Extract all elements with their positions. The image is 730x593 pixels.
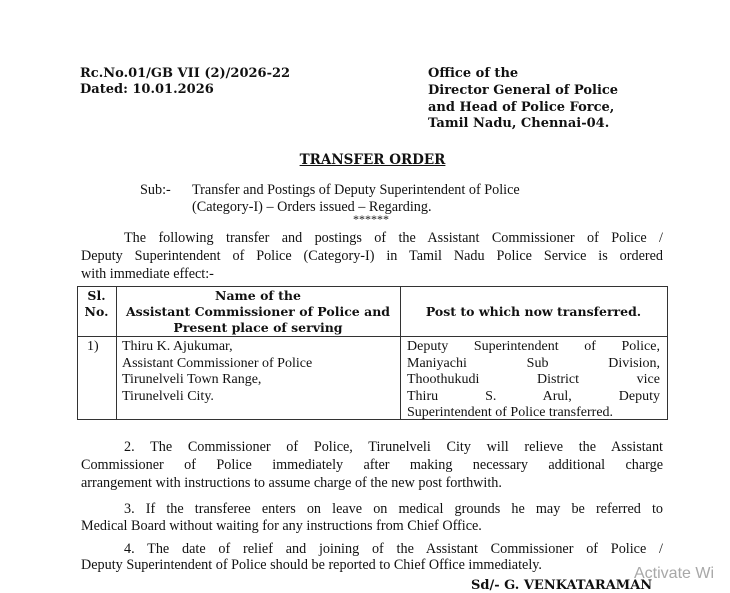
cell-line: Assistant Commissioner of Police	[122, 355, 313, 371]
subject-stars: ******	[353, 212, 389, 226]
activation-watermark: Activate Wi	[634, 565, 715, 582]
paragraph-line: 4. The date of relief and joining of the Assistant Commissioner of Police /	[124, 541, 663, 557]
header-text: No.	[84, 304, 109, 319]
header-post: Post to which now transferred.	[425, 304, 642, 319]
paragraph-line: arrangement with instructions to assume charge of the new post forthwith.	[81, 475, 502, 491]
table-border-top	[77, 286, 668, 287]
row-name	[122, 339, 312, 405]
intro-line: The following transfer and postings of the Assistant Commissioner of Police /	[124, 230, 663, 246]
paragraph-line: 3. If the transferee enters on leave on medical grounds he may be referred to	[124, 501, 663, 517]
intro-line: with immediate effect:-	[81, 266, 214, 282]
paragraph-line: Deputy Superintendent of Police should be reported to Chief Office immediately.	[81, 557, 542, 573]
header-text: Sl.	[87, 288, 106, 303]
cell-line: Maniyachi Sub Division,	[407, 355, 660, 371]
cell-line: Thiru S. Arul, Deputy	[407, 388, 660, 404]
office-line: Office of the	[428, 66, 519, 81]
office-line: Tamil Nadu, Chennai-04.	[428, 116, 610, 131]
header-text: Present place of serving	[173, 320, 343, 335]
order-date: Dated: 10.01.2026	[80, 82, 214, 97]
table-border-header	[77, 336, 668, 337]
row-sl: 1)	[87, 339, 99, 354]
cell-line: Deputy Superintendent of Police,	[407, 339, 660, 354]
paragraph-line: 2. The Commissioner of Police, Tirunelveli City will relieve the Assistant	[124, 439, 663, 455]
cell-line: Tirunelveli City.	[122, 388, 214, 404]
cell-line: Superintendent of Police transferred.	[407, 405, 614, 420]
paragraph-line: Medical Board without waiting for any instructions from Chief Office.	[81, 518, 482, 534]
cell-line: Thiru K. Ajukumar,	[122, 339, 233, 354]
header-text: Name of the	[215, 288, 301, 303]
signature: Sd/- G. VENKATARAMAN	[471, 578, 653, 593]
cell-line: Thoothukudi District vice	[407, 372, 660, 387]
reference-number: Rc.No.01/GB VII (2)/2026-22	[80, 66, 291, 81]
subject-line: (Category-I) – Orders issued – Regarding.	[192, 199, 432, 215]
header-sl	[77, 288, 116, 320]
document-title: TRANSFER ORDER	[299, 152, 446, 168]
paragraph-line: Commissioner of Police immediately after making necessary additional charge	[81, 457, 663, 473]
header-text: Assistant Commissioner of Police and	[125, 304, 391, 319]
header-name	[116, 288, 400, 336]
office-line: and Head of Police Force,	[428, 100, 615, 115]
subject-line: Transfer and Postings of Deputy Superintendent of Police	[192, 182, 520, 198]
cell-line: Tirunelveli Town Range,	[122, 372, 262, 387]
subject-label: Sub:-	[140, 182, 171, 198]
table-border-right	[667, 286, 668, 420]
row-post	[407, 339, 660, 422]
office-line: Director General of Police	[428, 83, 619, 98]
intro-line: Deputy Superintendent of Police (Category-I) in Tamil Nadu Police Service is ordered	[81, 248, 663, 264]
